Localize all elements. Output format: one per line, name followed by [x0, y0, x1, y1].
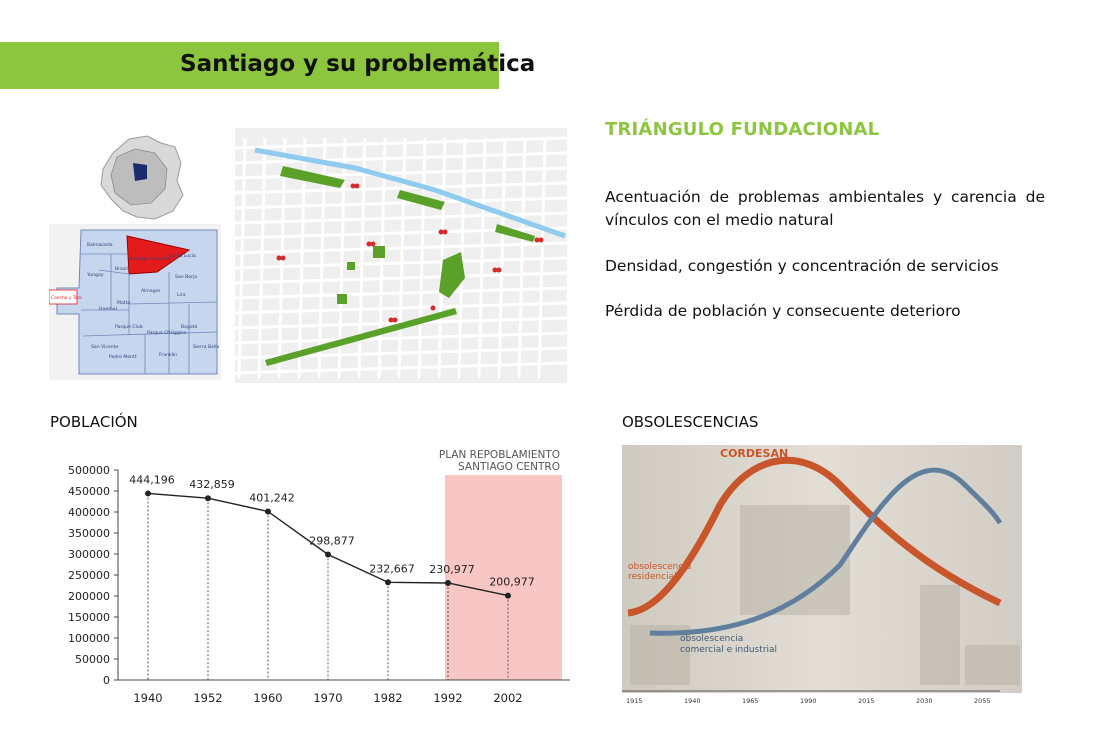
data-point [265, 508, 271, 514]
y-tick-label: 350000 [68, 527, 110, 540]
data-point [145, 490, 151, 496]
y-tick-label: 0 [103, 674, 110, 687]
y-tick-label: 50000 [75, 653, 110, 666]
y-tick-label: 100000 [68, 632, 110, 645]
y-tick-label: 250000 [68, 569, 110, 582]
residential-label: obsolescencia [628, 562, 692, 572]
year-label: 1990 [800, 697, 817, 705]
commercial-label: obsolescencia [680, 634, 744, 644]
x-tick-label: 1952 [193, 691, 223, 705]
district-label: Concha y Toro [51, 296, 82, 301]
year-label: 1915 [626, 697, 643, 705]
district-label: Santiago Poniente [129, 257, 171, 262]
district-label: Sierra Bella [193, 345, 220, 350]
section-title: TRIÁNGULO FUNDACIONAL [605, 119, 880, 140]
curve-top-label: CORDESAN [720, 447, 789, 460]
data-label: 230,977 [429, 562, 475, 576]
x-tick-label: 1982 [373, 691, 403, 705]
centro-highlight [133, 163, 147, 181]
obsolescence-heading: OBSOLESCENCIAS [622, 413, 759, 431]
year-label: 2015 [858, 697, 875, 705]
district-label: Yungay [87, 273, 104, 278]
y-tick-label: 400000 [68, 506, 110, 519]
x-tick-label: 1970 [313, 691, 343, 705]
problem-item: Acentuación de problemas ambientales y carencia de vínculos con el medio natural [605, 188, 1045, 229]
population-heading: POBLACIÓN [50, 413, 138, 431]
title-banner [0, 42, 536, 89]
district-label: Lira [177, 293, 186, 298]
problem-item: Densidad, congestión y concentración de servicios [605, 257, 999, 275]
population-chart [40, 440, 580, 715]
data-point [385, 579, 391, 585]
year-label: 2055 [974, 697, 991, 705]
data-label: 401,242 [249, 491, 295, 505]
data-point [205, 495, 211, 501]
residential-label: residencial [628, 572, 677, 582]
district-label: San Vicente [91, 345, 119, 350]
district-label: Brasil [115, 267, 128, 272]
plan-label: SANTIAGO CENTRO [458, 461, 560, 473]
district-label: Santa Lucía [169, 254, 196, 259]
x-tick-label: 2002 [493, 691, 523, 705]
commercial-label: comercial e industrial [680, 645, 778, 655]
page-title: Santiago y su problemática [180, 51, 536, 77]
district-label: Parque O'Higgins [147, 331, 187, 336]
plan-label: PLAN REPOBLAMIENTO [438, 449, 560, 461]
district-label: Parque Club [115, 325, 143, 330]
district-label: Franklin [159, 353, 178, 358]
district-label: Matta [117, 301, 131, 306]
x-tick-label: 1960 [253, 691, 283, 705]
data-label: 298,877 [309, 534, 355, 548]
locator-map [95, 133, 185, 223]
data-label: 200,977 [489, 575, 535, 589]
district-label: San Borja [175, 275, 198, 280]
y-tick-label: 300000 [68, 548, 110, 561]
y-tick-label: 200000 [68, 590, 110, 603]
y-tick-label: 500000 [68, 464, 110, 477]
district-label: Bogotá [181, 325, 198, 330]
year-label: 1940 [684, 697, 701, 705]
data-label: 432,859 [189, 478, 235, 492]
district-label: Balmaceda [87, 243, 113, 248]
year-label: 1965 [742, 697, 759, 705]
street-map [235, 128, 567, 383]
obsolescence-chart [620, 445, 1040, 707]
year-label: 2030 [916, 697, 933, 705]
district-label: Almagro [141, 289, 161, 294]
y-tick-label: 150000 [68, 611, 110, 624]
problem-item: Pérdida de población y consecuente deterioro [605, 302, 961, 320]
data-point [325, 551, 331, 557]
data-point [445, 580, 451, 586]
x-tick-label: 1940 [133, 691, 163, 705]
data-label: 444,196 [129, 473, 175, 487]
district-map [49, 224, 221, 380]
data-label: 232,667 [369, 562, 415, 576]
x-tick-label: 1992 [433, 691, 463, 705]
district-label: Pedro Montt [109, 355, 137, 360]
district-label: Huemul [99, 307, 117, 312]
y-tick-label: 450000 [68, 485, 110, 498]
data-point [505, 593, 511, 599]
